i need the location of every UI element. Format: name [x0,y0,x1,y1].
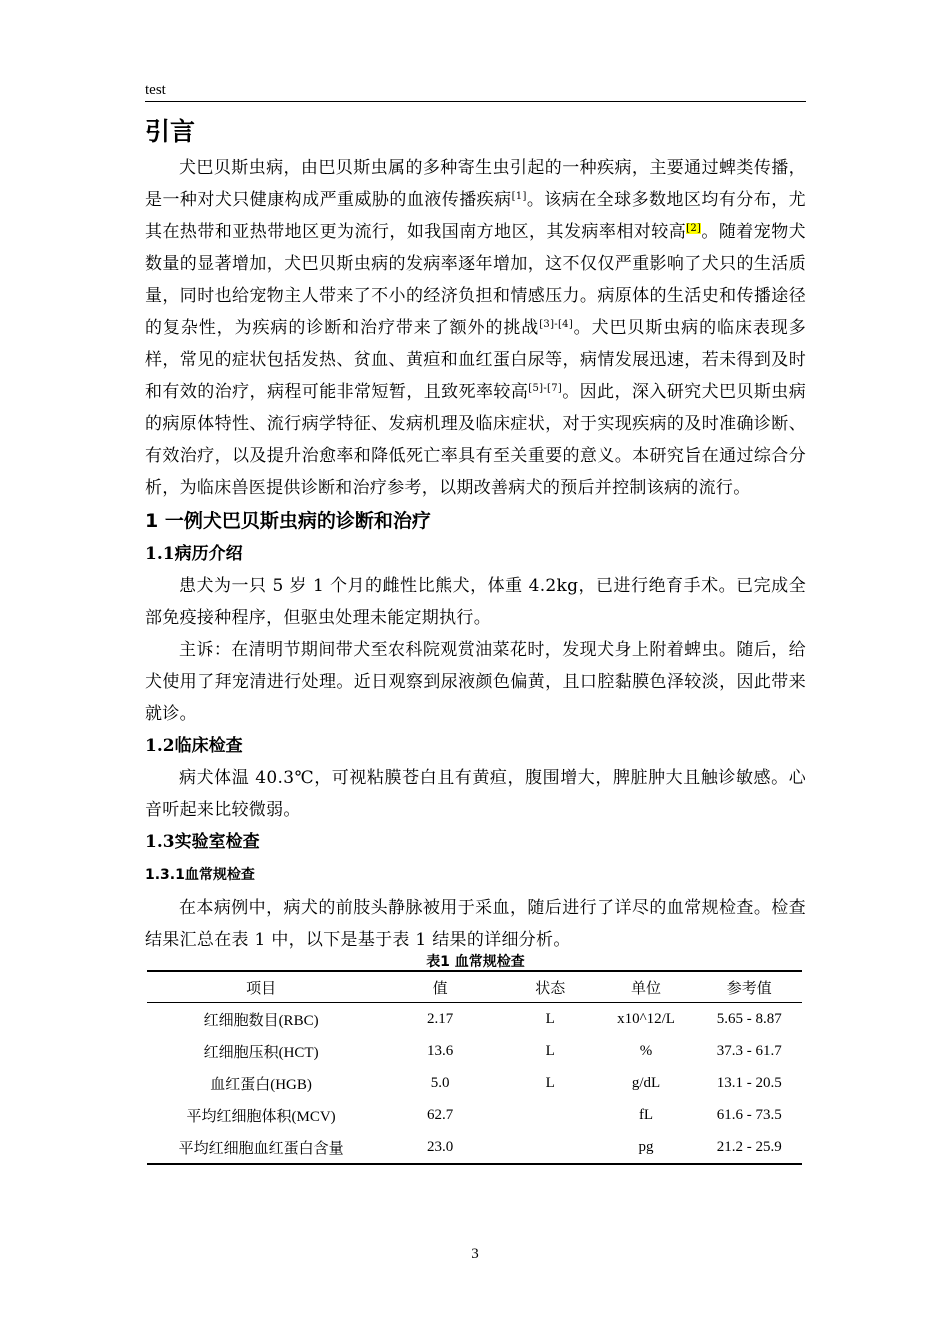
table-cell [505,1131,595,1164]
citation-1: [1] [511,191,527,202]
table-cell: 5.65 - 8.87 [716,1010,782,1027]
table-cell: L [545,1042,555,1059]
column-header: 参考值 [697,971,802,1003]
table-cell: 红细胞压积(HCT) [203,1044,319,1061]
table-row [147,1067,802,1099]
blood-routine-table [147,970,802,1165]
page-number: 3 [471,1246,479,1262]
section-1-2-heading: 1.2临床检查 [145,736,243,756]
page-content [145,112,806,1165]
table-cell: 37.3 - 61.7 [716,1042,782,1059]
table-cell: 红细胞数目(RBC) [203,1012,319,1029]
table-cell: x10^12/L [617,1010,675,1027]
page-header: test [145,82,806,102]
table-cell: 62.7 [426,1106,454,1123]
intro-text-1: 犬巴贝斯虫病，由巴贝斯虫属的多种寄生虫引起的一种疾病，主要通过蜱类传播，是一种对犬只健康构成严重威胁的血液传播疾病 [145,158,806,210]
table-cell: 血红蛋白(HGB) [210,1076,312,1093]
table-cell: 23.0 [426,1138,454,1155]
complaint-paragraph: 主诉：在清明节期间带犬至农科院观赏油菜花时，发现犬身上附着蜱虫。随后，给犬使用了拜宠清进行处理。近日观察到尿液颜色偏黄，且口腔黏膜色泽较淡，因此带来就诊。 [145,640,806,724]
intro-text-4: 。犬巴贝斯虫病的临床表现多样，常见的症状包括发热、贫血、黄疸和血红蛋白尿等，病情发展迅速，若未得到及时和有效的治疗，病程可能非常短暂，且致死率较高 [145,318,806,402]
table-cell: fL [638,1106,654,1123]
citation-2-highlighted: [2] [686,223,702,234]
intro-heading: 引言 [145,117,196,146]
table-row [147,1131,802,1164]
table-cell: L [545,1074,555,1091]
table-cell: % [639,1042,653,1059]
table-cell: 13.1 - 20.5 [716,1074,782,1091]
table-cell [505,1099,595,1131]
section-1-3-heading: 1.3实验室检查 [145,832,260,852]
table-cell: pg [638,1138,654,1155]
clinical-exam-paragraph: 病犬体温 40.3℃，可视粘膜苍白且有黄疸，腹围增大，脾脏肿大且触诊敏感。心音听起来比较微弱。 [145,768,806,820]
column-header: 状态 [505,971,595,1003]
table-cell: 61.6 - 73.5 [716,1106,782,1123]
intro-text-3: 。随着宠物犬数量的显著增加，犬巴贝斯虫病的发病率逐年增加，这不仅仅严重影响了犬只的生活质量，同时也给宠物主人带来了不小的经济负担和情感压力。病原体的生活史和传播途径的复杂性，为疾病的诊断和治疗带来了额外的挑战 [145,222,806,338]
table-cell: 5.0 [430,1074,450,1091]
column-header: 值 [375,971,505,1003]
table-cell: g/dL [631,1074,661,1091]
citation-5-7: [5]-[7] [528,383,563,394]
table-cell: 平均红细胞体积(MCV) [186,1108,336,1125]
table-cell: L [545,1010,555,1027]
table-cell: 21.2 - 25.9 [716,1138,782,1155]
case-history-paragraph: 患犬为一只 5 岁 1 个月的雌性比熊犬，体重 4.2kg，已进行绝育手术。已完成全部免疫接种程序，但驱虫处理未能定期执行。 [145,576,806,628]
table-row [147,1003,802,1036]
table-cell: 平均红细胞血红蛋白含量 [178,1140,344,1157]
section-1-3-1-heading: 1.3.1血常规检查 [145,867,255,883]
table-caption: 表1 血常规检查 [426,954,525,970]
column-header: 项目 [147,971,375,1003]
column-header: 单位 [595,971,696,1003]
intro-text-5: 。因此，深入研究犬巴贝斯虫病的病原体特性、流行病学特征、发病机理及临床症状，对于实现疾病的及时准确诊断、有效治疗，以及提升治愈率和降低死亡率具有至关重要的意义。本研究旨在通过综合分析，为临床兽医提供诊断和治疗参考，以期改善病犬的预后并控制该病的流行。 [145,382,806,498]
section-1-heading: 1 一例犬巴贝斯虫病的诊断和治疗 [145,510,431,532]
citation-3-4: [3]-[4] [539,319,574,330]
table-row [147,1035,802,1067]
intro-text-2: 。该病在全球多数地区均有分布，尤其在热带和亚热带地区更为流行，如我国南方地区，其发病率相对较高 [145,190,806,242]
section-1-1-heading: 1.1病历介绍 [145,544,243,564]
table-header-row [147,971,802,1003]
intro-paragraph [145,152,806,504]
table-row [147,1099,802,1131]
blood-test-paragraph: 在本病例中，病犬的前肢头静脉被用于采血，随后进行了详尽的血常规检查。检查结果汇总在表 1 中，以下是基于表 1 结果的详细分析。 [145,898,806,950]
table-cell: 2.17 [426,1010,454,1027]
table-cell: 13.6 [426,1042,454,1059]
